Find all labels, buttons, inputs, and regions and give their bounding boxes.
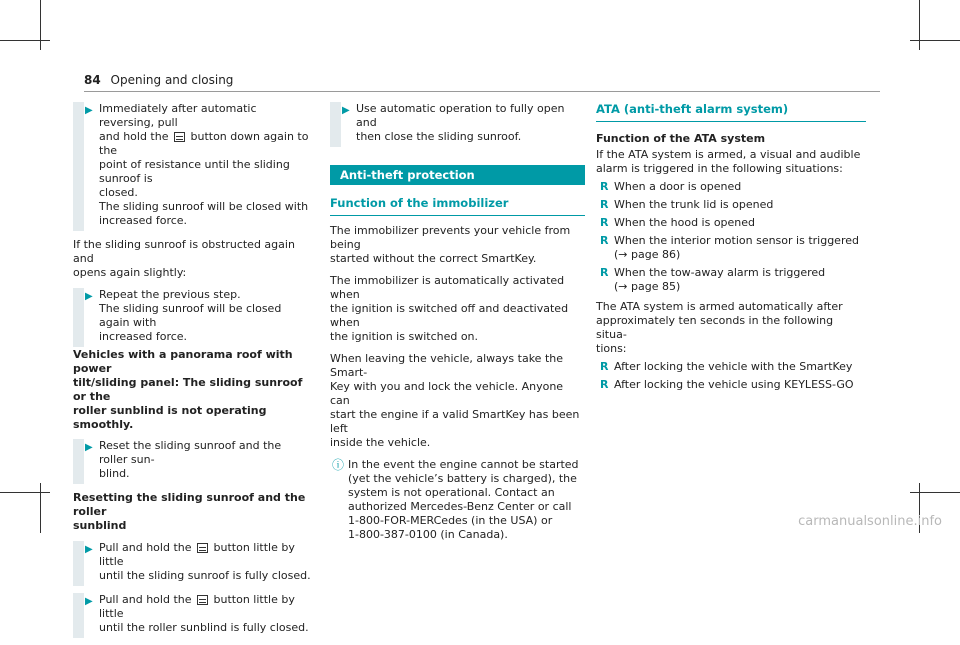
step-text: closed. bbox=[99, 186, 138, 199]
page-header bbox=[84, 73, 233, 87]
step-arrow-icon: ▶ bbox=[85, 596, 93, 607]
column-middle bbox=[330, 102, 585, 542]
step-result: increased force. bbox=[99, 214, 188, 227]
paragraph-line: approximately ten seconds in the following situa- bbox=[596, 314, 834, 341]
column-right bbox=[596, 102, 866, 398]
note-line: In the event the engine cannot be started bbox=[348, 458, 579, 471]
bullet-icon: R bbox=[600, 266, 609, 279]
step-arrow-icon: ▶ bbox=[342, 105, 350, 116]
function-title: Function of the ATA system bbox=[596, 132, 766, 145]
paragraph-line: the ignition is switched on. bbox=[330, 330, 479, 343]
crop-mark bbox=[919, 0, 920, 50]
bullet-icon: R bbox=[600, 378, 609, 391]
step-text: until the sliding sunroof is fully closed. bbox=[99, 569, 311, 582]
sunroof-button-icon bbox=[197, 543, 208, 553]
subsection-heading: ATA (anti-theft alarm system) bbox=[596, 102, 866, 122]
step-text: Reset the sliding sunroof and the roller sun- bbox=[99, 439, 282, 466]
paragraph-line: start the engine if a valid SmartKey has been left bbox=[330, 408, 580, 435]
note-line: system is not operational. Contact an bbox=[348, 486, 555, 499]
step-arrow-icon: ▶ bbox=[85, 105, 93, 116]
list-item: R When a door is opened bbox=[600, 180, 742, 193]
list-item: R After locking the vehicle with the SmartKey bbox=[600, 360, 853, 373]
paragraph-line: the ignition is switched off and deactivated when bbox=[330, 302, 569, 329]
crop-mark bbox=[910, 40, 960, 41]
step-result: The sliding sunroof will be closed with bbox=[99, 200, 309, 213]
bullet-icon: R bbox=[600, 234, 609, 247]
step-text: Pull and hold the button little by little bbox=[99, 593, 295, 620]
heading-line: Resetting the sliding sunroof and the roller bbox=[73, 491, 306, 518]
subsection-heading: Function of the immobilizer bbox=[330, 196, 585, 216]
step-text: and hold the button down again to the bbox=[99, 130, 309, 157]
instruction-step bbox=[73, 541, 313, 586]
paragraph-line: opens again slightly: bbox=[73, 266, 187, 279]
bullet-icon: R bbox=[600, 360, 609, 373]
paragraph-line: inside the vehicle. bbox=[330, 436, 431, 449]
step-text: Immediately after automatic reversing, pull bbox=[99, 102, 257, 129]
step-text: point of resistance until the sliding sunroof is bbox=[99, 158, 290, 185]
instruction-step bbox=[73, 102, 313, 231]
note-line: authorized Mercedes-Benz Center or call bbox=[348, 500, 572, 513]
step-text: then close the sliding sunroof. bbox=[356, 130, 522, 143]
column-left bbox=[73, 102, 313, 645]
paragraph bbox=[596, 300, 866, 356]
heading-line: tilt/sliding panel: The sliding sunroof or the bbox=[73, 376, 303, 403]
crop-mark bbox=[40, 483, 41, 533]
info-note bbox=[330, 458, 585, 542]
page-section-title: Opening and closing bbox=[110, 73, 234, 87]
instruction-step bbox=[73, 288, 313, 347]
step-margin-bar bbox=[73, 593, 84, 638]
paragraph-line: The immobilizer is automatically activated when bbox=[330, 274, 565, 301]
step-result: increased force. bbox=[99, 330, 188, 343]
page-number: 84 bbox=[84, 73, 101, 87]
step-arrow-icon: ▶ bbox=[85, 544, 93, 555]
section-heading bbox=[73, 491, 313, 533]
list-item: R When the interior motion sensor is triggered (→ page 86) bbox=[596, 234, 866, 262]
step-margin-bar bbox=[73, 439, 84, 484]
crop-mark bbox=[910, 492, 960, 493]
bullet-icon: R bbox=[600, 198, 609, 211]
paragraph-line: If the ATA system is armed, a visual and audible bbox=[596, 148, 861, 161]
paragraph-line: The immobilizer prevents your vehicle from being bbox=[330, 224, 571, 251]
page-reference-link[interactable]: (→ page 86) bbox=[614, 248, 681, 261]
instruction-step bbox=[330, 102, 585, 147]
note-line: 1-800-FOR-MERCedes (in the USA) or bbox=[348, 514, 553, 527]
info-icon: ⓘ bbox=[332, 458, 345, 472]
paragraph-line: Key with you and lock the vehicle. Anyone can bbox=[330, 380, 564, 407]
list-item: R When the trunk lid is opened bbox=[600, 198, 774, 211]
crop-mark bbox=[0, 40, 50, 41]
paragraph-line: If the sliding sunroof is obstructed again and bbox=[73, 238, 295, 265]
conditional-heading bbox=[73, 348, 313, 432]
step-margin-bar bbox=[73, 288, 84, 347]
paragraph-line: started without the correct SmartKey. bbox=[330, 252, 537, 265]
paragraph bbox=[330, 352, 585, 450]
section-title-bar: Anti-theft protection bbox=[330, 165, 585, 185]
list-item: R When the tow-away alarm is triggered (→ page 85) bbox=[596, 266, 866, 294]
step-text: blind. bbox=[99, 467, 130, 480]
crop-mark bbox=[0, 492, 50, 493]
paragraph-line: alarm is triggered in the following situations: bbox=[596, 162, 843, 175]
step-margin-bar bbox=[330, 102, 341, 147]
note-line: (yet the vehicle’s battery is charged), the bbox=[348, 472, 577, 485]
heading-line: Vehicles with a panorama roof with power bbox=[73, 348, 293, 375]
step-text: Use automatic operation to fully open and bbox=[356, 102, 565, 129]
paragraph bbox=[596, 148, 866, 176]
step-arrow-icon: ▶ bbox=[85, 291, 93, 302]
step-arrow-icon: ▶ bbox=[85, 442, 93, 453]
step-text: until the roller sunblind is fully closed. bbox=[99, 621, 309, 634]
step-text: Repeat the previous step. bbox=[99, 288, 241, 301]
paragraph bbox=[330, 274, 585, 344]
header-divider bbox=[84, 91, 880, 92]
paragraph-line: tions: bbox=[596, 342, 627, 355]
note-line: 1-800-387-0100 (in Canada). bbox=[348, 528, 508, 541]
auto-arm-list bbox=[596, 360, 866, 392]
list-item: R After locking the vehicle using KEYLESS-GO bbox=[600, 378, 854, 391]
instruction-step bbox=[73, 593, 313, 638]
alarm-trigger-list bbox=[596, 180, 866, 294]
bullet-icon: R bbox=[600, 216, 609, 229]
paragraph-line: When leaving the vehicle, always take the Smart- bbox=[330, 352, 564, 379]
instruction-step bbox=[73, 439, 313, 484]
bullet-icon: R bbox=[600, 180, 609, 193]
heading-line: sunblind bbox=[73, 519, 127, 532]
list-item: R When the hood is opened bbox=[600, 216, 756, 229]
step-text: Pull and hold the button little by little bbox=[99, 541, 295, 568]
step-result: The sliding sunroof will be closed again with bbox=[99, 302, 282, 329]
sunroof-button-icon bbox=[197, 595, 208, 605]
sunroof-button-icon bbox=[174, 132, 185, 142]
crop-mark bbox=[40, 0, 41, 50]
watermark: carmanualsonline.info bbox=[798, 514, 942, 529]
heading-line: roller sunblind is not operating smoothly. bbox=[73, 404, 267, 431]
step-margin-bar bbox=[73, 102, 84, 231]
paragraph bbox=[330, 224, 585, 266]
paragraph-line: The ATA system is armed automatically after bbox=[596, 300, 843, 313]
step-margin-bar bbox=[73, 541, 84, 586]
page-reference-link[interactable]: (→ page 85) bbox=[614, 280, 681, 293]
paragraph bbox=[73, 238, 313, 280]
